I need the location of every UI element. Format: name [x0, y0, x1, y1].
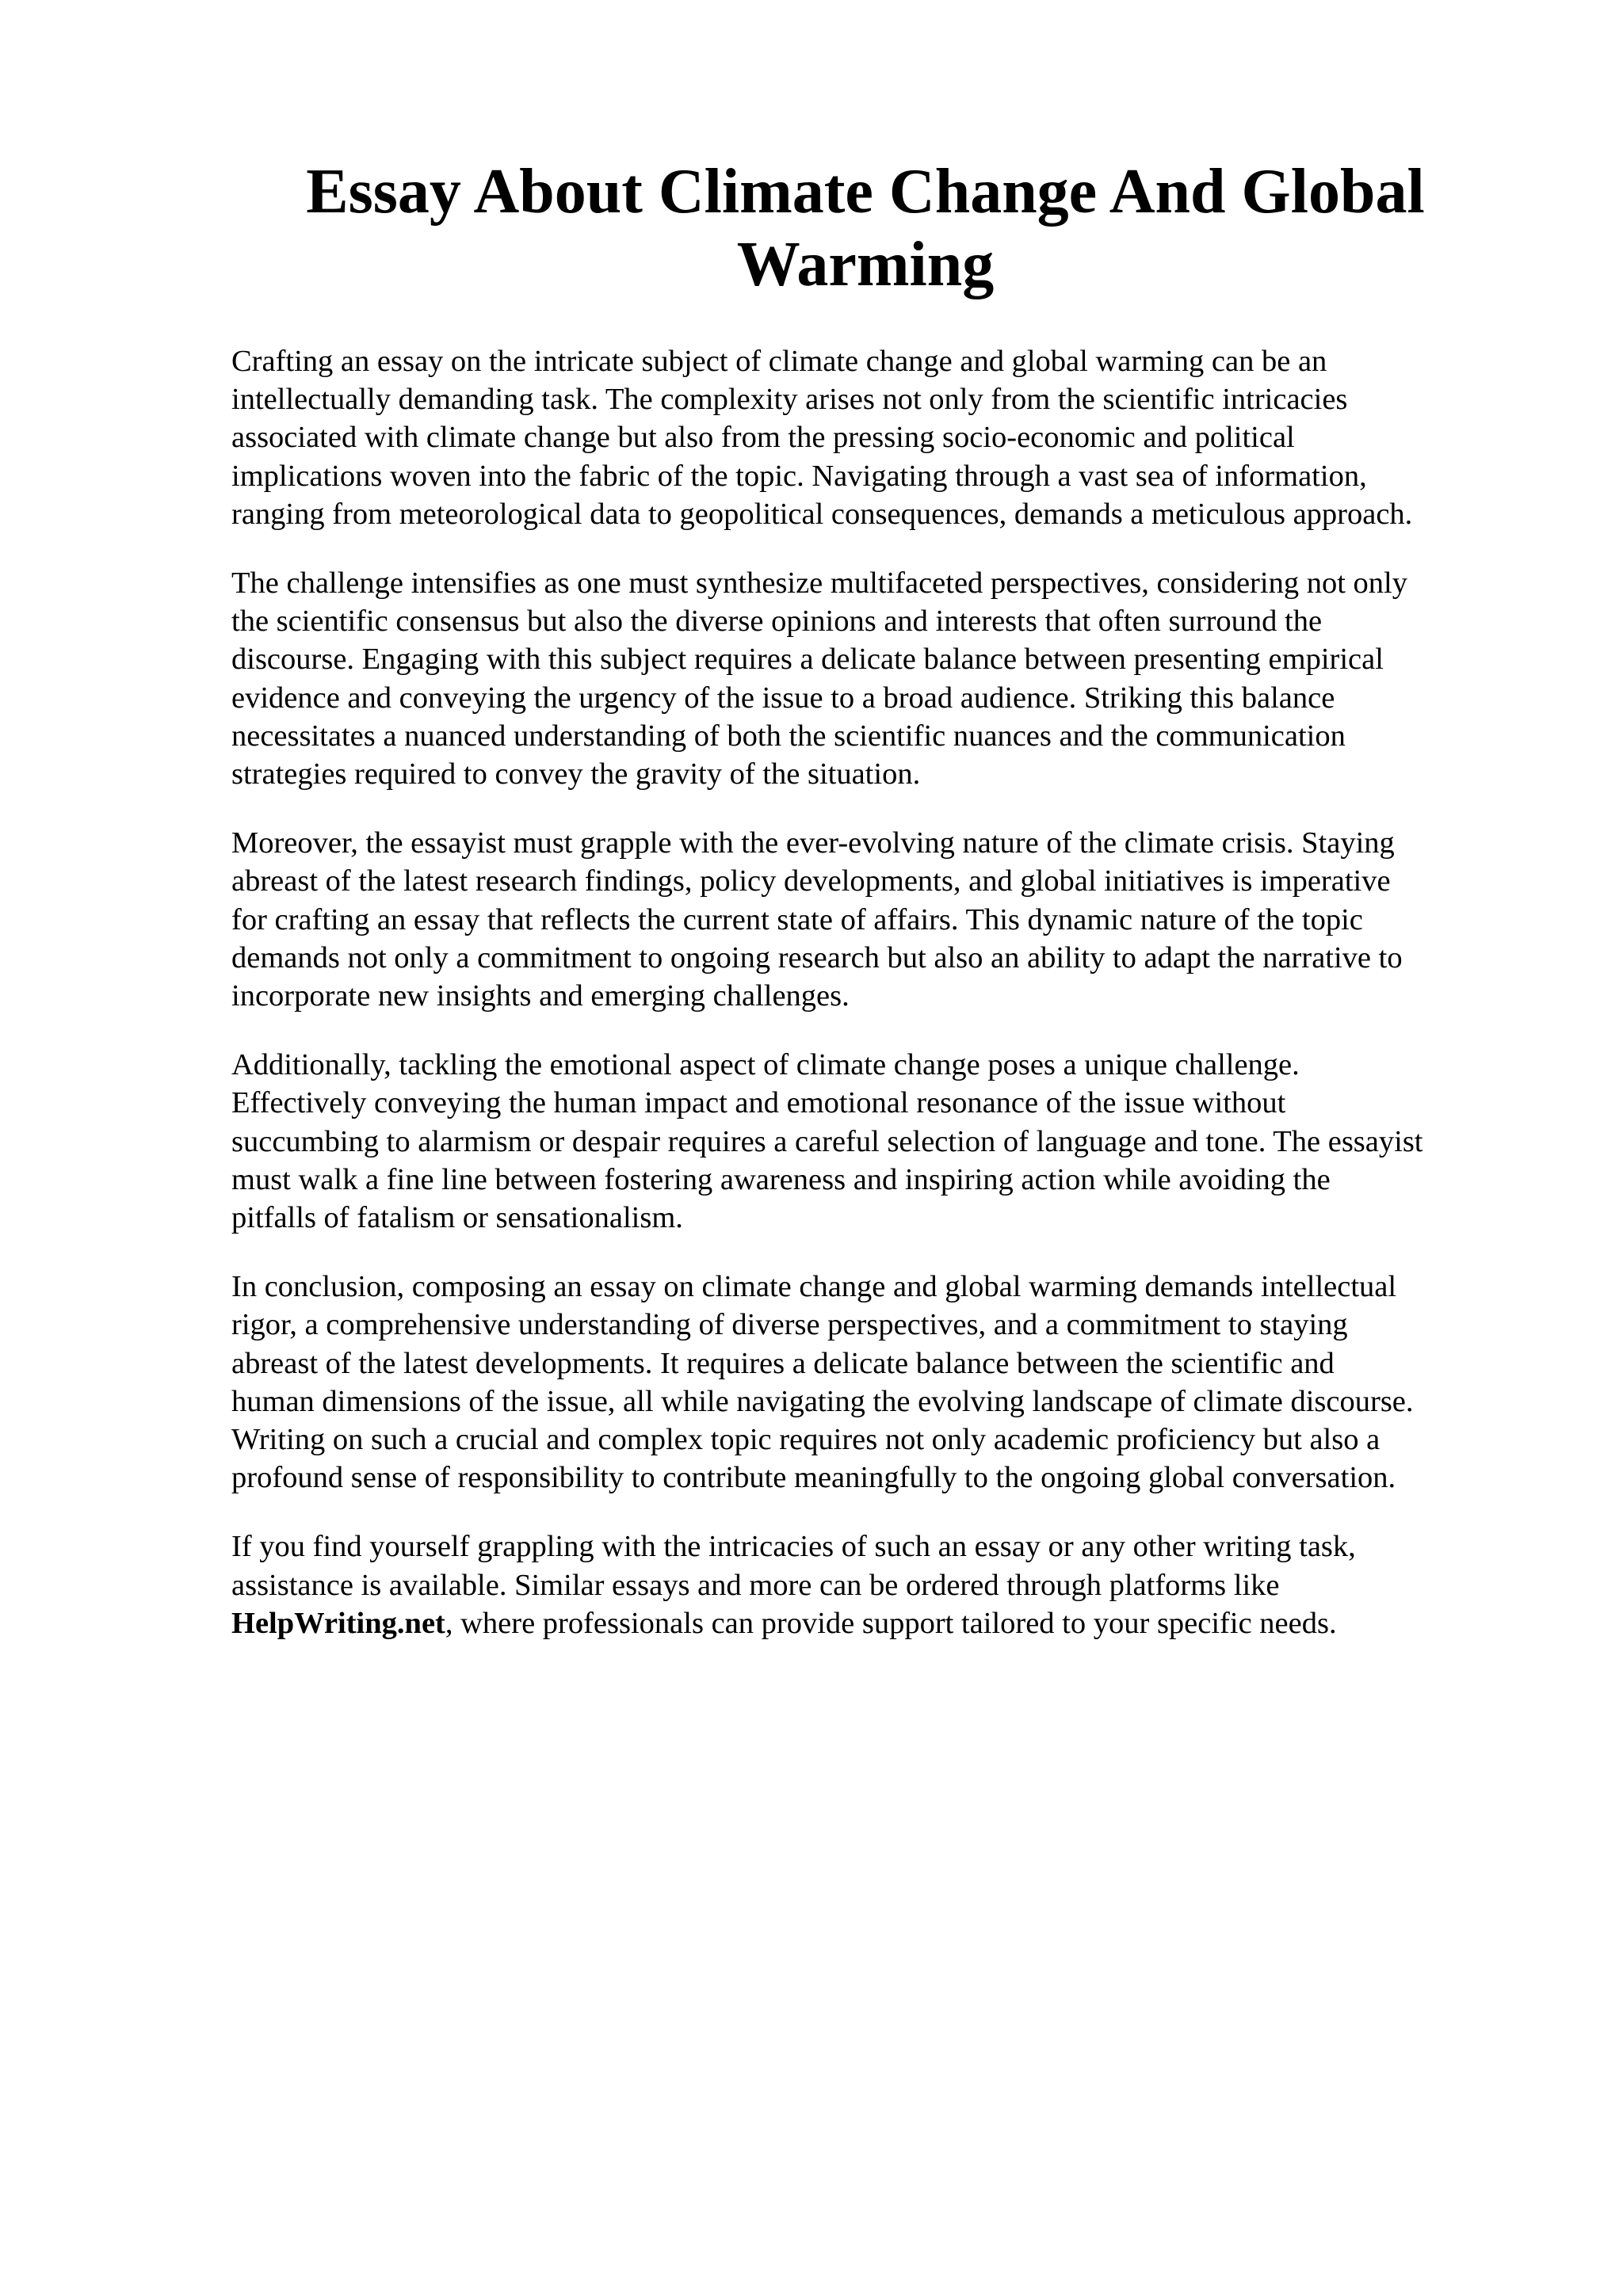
paragraph-3	[231, 824, 1531, 1015]
paragraph-1	[231, 342, 1531, 533]
text-line: ranging from meteorological data to geopolitical consequences, demands a meticulous approach.	[231, 497, 1413, 531]
text-line: Crafting an essay on the intricate subject of climate change and global warming can be an	[231, 345, 1327, 378]
paragraph-2	[231, 564, 1531, 793]
text-line: incorporate new insights and emerging challenges.	[231, 979, 850, 1013]
text-line: intellectually demanding task. The complexity arises not only from the scientific intricacies	[231, 383, 1348, 417]
essay-body	[231, 342, 1531, 1673]
text-line: abreast of the latest research findings, policy developments, and global initiatives is imperative	[231, 864, 1391, 898]
brand-link[interactable]: HelpWriting.net	[231, 1606, 445, 1640]
text-line: the scientific consensus but also the diverse opinions and interests that often surround the	[231, 605, 1323, 639]
document-title	[231, 155, 1499, 301]
text-line: assistance is available. Similar essays and more can be ordered through platforms like	[231, 1568, 1280, 1602]
closing-paragraph	[231, 1527, 1531, 1642]
text-line: Moreover, the essayist must grapple with the ever-evolving nature of the climate crisis. Staying	[231, 826, 1395, 860]
text-line: human dimensions of the issue, all while navigating the evolving landscape of climate discourse.	[231, 1384, 1414, 1418]
text-line: for crafting an essay that reflects the current state of affairs. This dynamic nature of the topic	[231, 902, 1363, 936]
paragraph-5	[231, 1268, 1531, 1497]
text-line: In conclusion, composing an essay on climate change and global warming demands intellectual	[231, 1270, 1397, 1304]
title-line: Essay About Climate Change And Global	[306, 157, 1425, 227]
text-line: The challenge intensifies as one must synthesize multifaceted perspectives, considering not only	[231, 566, 1407, 601]
text-line: must walk a fine line between fostering awareness and inspiring action while avoiding the	[231, 1162, 1331, 1196]
text-line: Writing on such a crucial and complex topic requires not only academic proficiency but also a	[231, 1423, 1381, 1457]
paragraph-4	[231, 1046, 1531, 1237]
text-fragment: , where professionals can provide support tailored to your specific needs.	[445, 1606, 1337, 1640]
text-line: implications woven into the fabric of the topic. Navigating through a vast sea of information,	[231, 459, 1367, 493]
text-line: necessitates a nuanced understanding of both the scientific nuances and the communication	[231, 719, 1346, 753]
text-line: profound sense of responsibility to contribute meaningfully to the ongoing global conversation.	[231, 1461, 1396, 1495]
text-line: abreast of the latest developments. It requires a delicate balance between the scientific and	[231, 1346, 1335, 1380]
text-line: strategies required to convey the gravity of the situation.	[231, 757, 921, 791]
text-line: evidence and conveying the urgency of the issue to a broad audience. Striking this balance	[231, 681, 1335, 715]
text-line: succumbing to alarmism or despair requires a careful selection of language and tone. The essayist	[231, 1124, 1423, 1158]
text-line: discourse. Engaging with this subject requires a delicate balance between presenting empirical	[231, 643, 1384, 677]
text-line: associated with climate change but also from the pressing socio-economic and political	[231, 421, 1295, 455]
text-line: pitfalls of fatalism or sensationalism.	[231, 1201, 683, 1235]
text-line: demands not only a commitment to ongoing research but also an ability to adapt the narrative to	[231, 940, 1403, 974]
text-line: Effectively conveying the human impact and emotional resonance of the issue without	[231, 1086, 1286, 1120]
text-line: Additionally, tackling the emotional aspect of climate change poses a unique challenge.	[231, 1048, 1300, 1082]
text-line: If you find yourself grappling with the intricacies of such an essay or any other writing task,	[231, 1530, 1356, 1564]
title-line: Warming	[736, 230, 995, 299]
text-line	[231, 1604, 1531, 1642]
text-line: rigor, a comprehensive understanding of diverse perspectives, and a commitment to staying	[231, 1308, 1348, 1342]
